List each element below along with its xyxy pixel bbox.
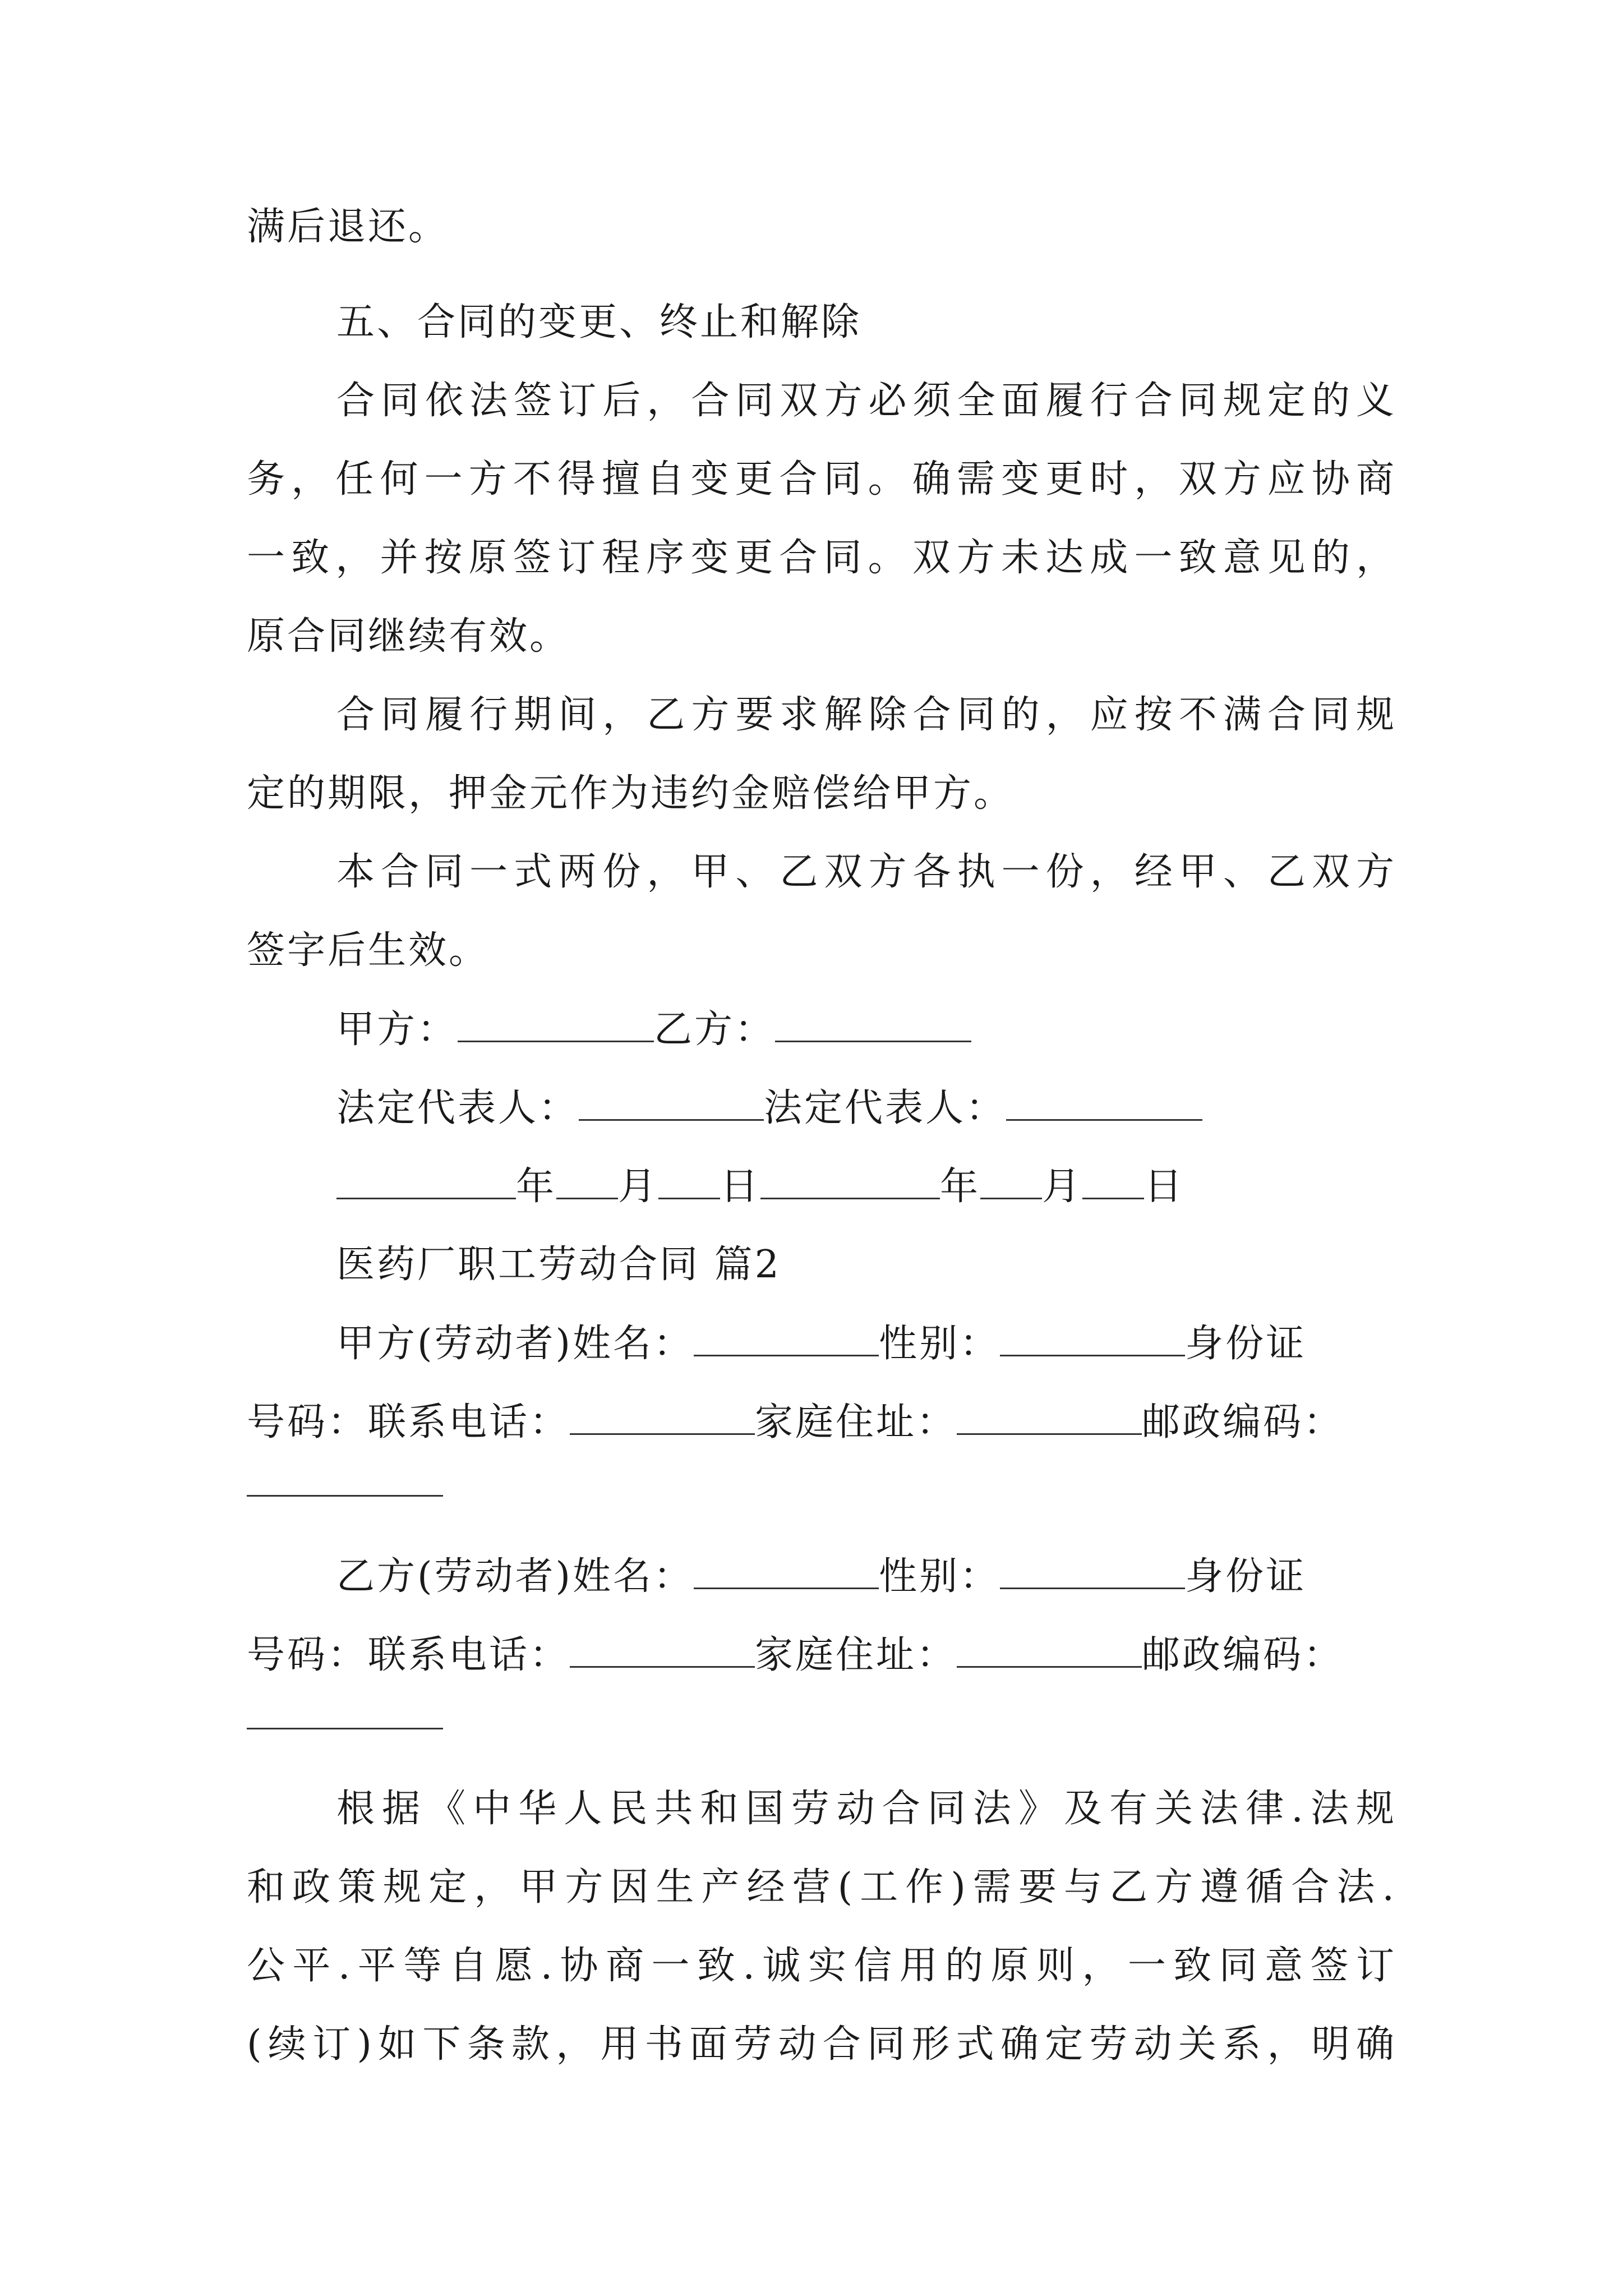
day-blank (658, 1158, 720, 1199)
id-label: 身份证 (1185, 1322, 1307, 1366)
postcode-label: 邮政编码： (1142, 1400, 1344, 1444)
paragraph-line: 合同履行期间，乙方要求解除合同的，应按不满合同规 (336, 693, 1396, 737)
paragraph-line: 定的期限，押金元作为违约金赔偿给甲方。 (247, 771, 1015, 816)
paragraph-line: 公平.平等自愿.协商一致.诚实信用的原则，一致同意签订 (247, 1944, 1396, 1988)
postcode-label: 邮政编码： (1142, 1633, 1344, 1677)
party-b-contact-line (247, 1627, 1396, 1683)
id-label: 身份证 (1185, 1554, 1307, 1599)
address-blank (957, 1394, 1142, 1435)
year-blank (336, 1158, 516, 1199)
paragraph-line: 签字后生效。 (247, 928, 490, 973)
paragraph-line: 合同依法签订后，合同双方必须全面履行合同规定的义 (336, 379, 1396, 423)
month-blank (980, 1158, 1042, 1199)
month-label: 月 (618, 1165, 659, 1209)
party-b-info-line (336, 1548, 1396, 1604)
phone-blank (570, 1627, 755, 1668)
legal-rep-a-label: 法定代表人： (336, 1086, 579, 1130)
day-blank (1082, 1158, 1144, 1199)
party-b-label: 乙方： (654, 1007, 776, 1052)
party-a-info-line (336, 1315, 1396, 1372)
party-a-contact-line (247, 1394, 1396, 1450)
phone-blank (570, 1394, 755, 1435)
legal-rep-b-blank (1006, 1080, 1202, 1121)
party-b-name-label: 乙方(劳动者)姓名： (336, 1554, 694, 1599)
contract-title: 医药厂职工劳动合同 篇2 (336, 1243, 781, 1287)
gender-label: 性别： (879, 1322, 1000, 1366)
day-label: 日 (1144, 1165, 1185, 1209)
paragraph-line: 本合同一式两份，甲、乙双方各执一份，经甲、乙双方 (336, 850, 1396, 894)
address-label: 家庭住址： (755, 1400, 957, 1444)
party-b-blank (775, 1001, 971, 1042)
paragraph-line: 原合同继续有效。 (247, 614, 570, 659)
address-label: 家庭住址： (755, 1633, 957, 1677)
postcode-blank (247, 1495, 443, 1497)
year-label: 年 (940, 1165, 981, 1209)
legal-rep-a-blank (579, 1080, 764, 1121)
party-a-blank (458, 1001, 654, 1042)
day-label: 日 (720, 1165, 761, 1209)
name-blank (694, 1548, 879, 1589)
section-heading: 五、合同的变更、终止和解除 (336, 300, 862, 344)
year-label: 年 (516, 1165, 557, 1209)
date-line (336, 1158, 1396, 1214)
month-label: 月 (1042, 1165, 1083, 1209)
id-contact-label: 号码：联系电话： (247, 1633, 570, 1677)
address-blank (957, 1627, 1142, 1668)
paragraph-line: 根据《中华人民共和国劳动合同法》及有关法律.法规 (336, 1787, 1396, 1831)
paragraph-line: 满后退还。 (247, 205, 449, 249)
party-a-label: 甲方： (336, 1007, 458, 1052)
id-contact-label: 号码：联系电话： (247, 1400, 570, 1444)
year-blank (760, 1158, 940, 1199)
paragraph-line: (续订)如下条款，用书面劳动合同形式确定劳动关系，明确 (247, 2022, 1396, 2067)
legal-representative-line (336, 1080, 1396, 1136)
party-a-name-label: 甲方(劳动者)姓名： (336, 1322, 694, 1366)
paragraph-line: 和政策规定，甲方因生产经营(工作)需要与乙方遵循合法. (247, 1865, 1396, 1910)
name-blank (694, 1315, 879, 1356)
gender-blank (1000, 1315, 1185, 1356)
postcode-blank (247, 1728, 443, 1729)
legal-rep-b-label: 法定代表人： (764, 1086, 1007, 1130)
paragraph-line: 务，任何一方不得擅自变更合同。确需变更时，双方应协商 (247, 457, 1396, 501)
month-blank (556, 1158, 618, 1199)
gender-blank (1000, 1548, 1185, 1589)
signature-party-line (336, 1001, 1396, 1057)
paragraph-line: 一致，并按原签订程序变更合同。双方未达成一致意见的， (247, 536, 1396, 580)
gender-label: 性别： (879, 1554, 1000, 1599)
